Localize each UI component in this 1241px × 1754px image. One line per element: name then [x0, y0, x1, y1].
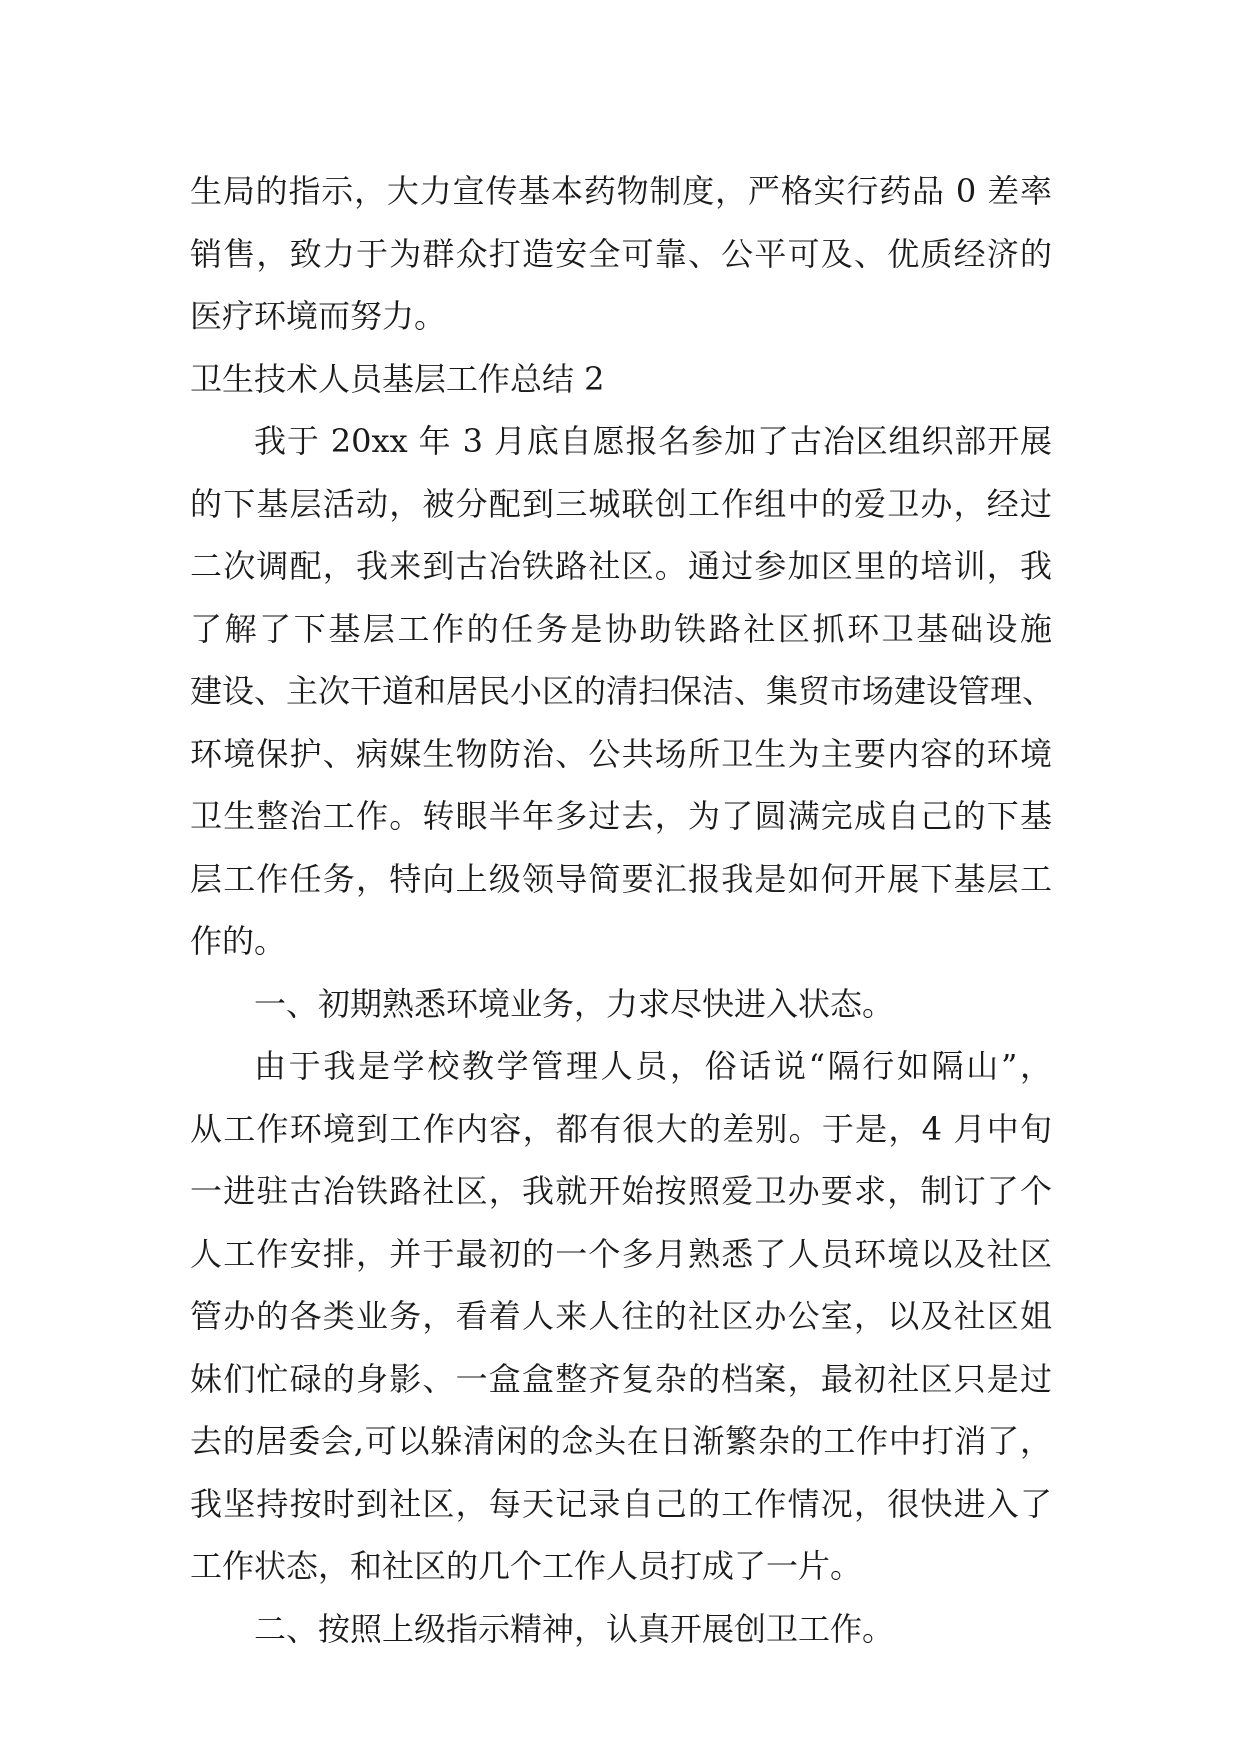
- section-heading: 一、初期熟悉环境业务，力求尽快进入状态。: [254, 984, 895, 1023]
- intro-line: 销售，致力于为群众打造安全可靠、公平可及、优质经济的: [190, 234, 1052, 273]
- paragraph-line: 了解了下基层工作的任务是协助铁路社区抓环卫基础设施: [190, 609, 1052, 648]
- paragraph-line: 作的。: [190, 922, 287, 960]
- paragraph-line: 从工作环境到工作内容，都有很大的差别。于是，4 月中旬: [190, 1109, 1052, 1148]
- paragraph-line: 二次调配，我来到古冶铁路社区。通过参加区里的培训，我: [190, 547, 1052, 585]
- intro-line: 生局的指示，大力宣传基本药物制度，严格实行药品 0 差率: [190, 172, 1052, 210]
- paragraph-line: 我坚持按时到社区，每天记录自己的工作情况，很快进入了: [190, 1484, 1052, 1523]
- section-title: 卫生技术人员基层工作总结 2: [190, 359, 605, 398]
- paragraph-line: 一进驻古冶铁路社区，我就开始按照爱卫办要求，制订了个: [190, 1172, 1052, 1210]
- paragraph-line: 环境保护、病媒生物防治、公共场所卫生为主要内容的环境: [190, 734, 1052, 773]
- intro-line: 医疗环境而努力。: [190, 297, 447, 335]
- paragraph-line: 由于我是学校教学管理人员，俗话说“隔行如隔山”，: [254, 1047, 1052, 1085]
- paragraph-line: 卫生整治工作。转眼半年多过去，为了圆满完成自己的下基: [190, 797, 1052, 835]
- paragraph-line: 妹们忙碌的身影、一盒盒整齐复杂的档案，最初社区只是过: [190, 1359, 1052, 1398]
- section-heading: 二、按照上级指示精神，认真开展创卫工作。: [254, 1609, 895, 1648]
- paragraph-line: 我于 20xx 年 3 月底自愿报名参加了古冶区组织部开展: [254, 422, 1052, 460]
- paragraph-line: 人工作安排，并于最初的一个多月熟悉了人员环境以及社区: [190, 1234, 1052, 1273]
- paragraph-line: 管办的各类业务，看着人来人往的社区办公室，以及社区姐: [190, 1297, 1052, 1335]
- paragraph-line: 工作状态，和社区的几个工作人员打成了一片。: [190, 1547, 863, 1585]
- paragraph-line: 建设、主次干道和居民小区的清扫保洁、集贸市场建设管理、: [190, 672, 1055, 710]
- paragraph-line: 去的居委会,可以躲清闲的念头在日渐繁杂的工作中打消了，: [190, 1422, 1052, 1460]
- document-body: [190, 160, 1055, 1660]
- paragraph-line: 层工作任务，特向上级领导简要汇报我是如何开展下基层工: [190, 859, 1052, 898]
- paragraph-line: 的下基层活动，被分配到三城联创工作组中的爱卫办，经过: [190, 484, 1052, 523]
